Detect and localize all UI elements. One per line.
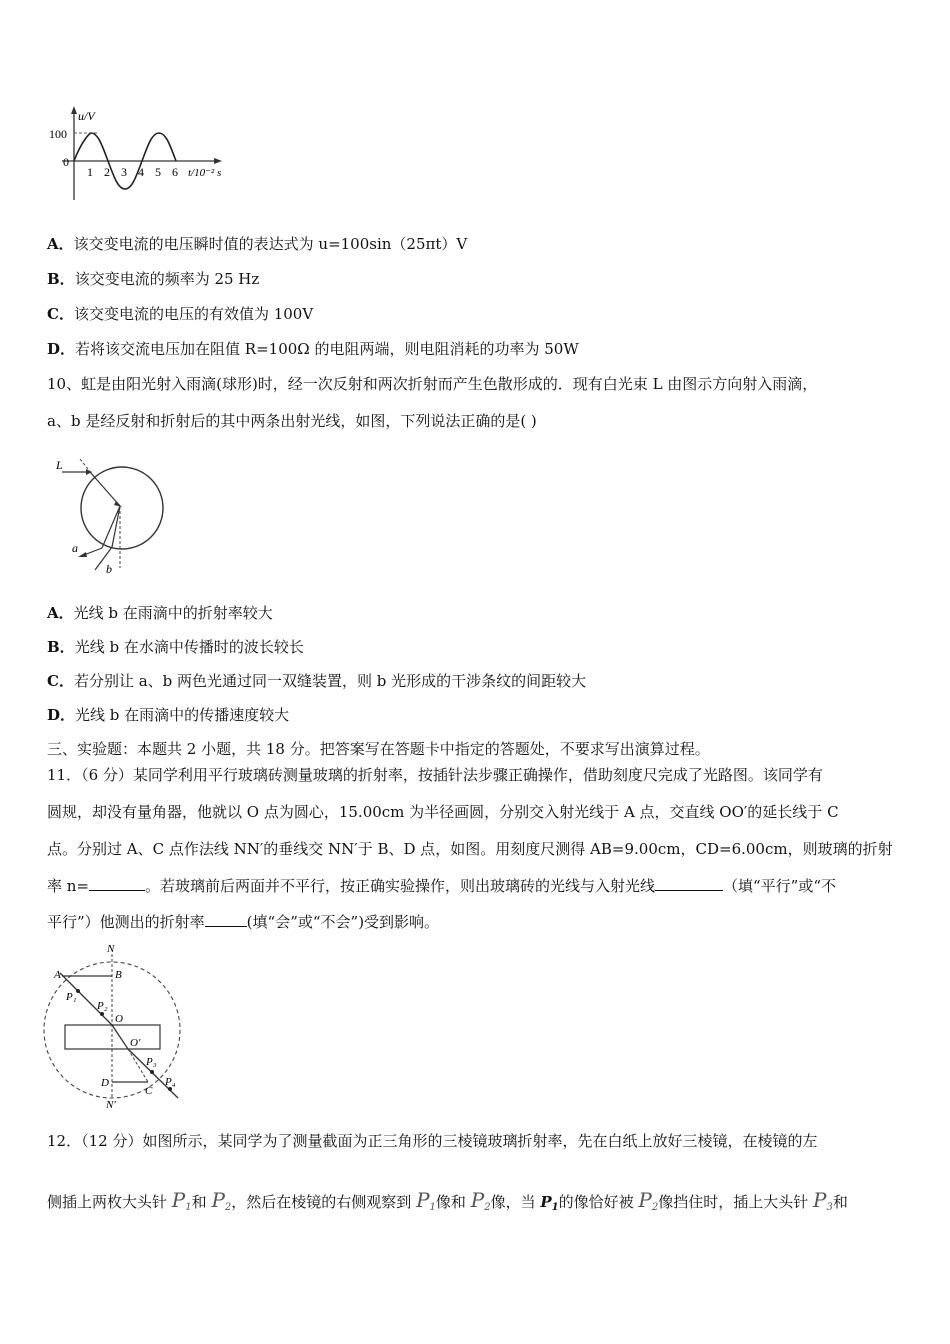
- q12-text: 侧插上两枚大头针: [47, 1193, 168, 1211]
- q12-text: 像和: [435, 1193, 466, 1211]
- q11-stem-line5: [47, 912, 439, 932]
- refract-arrow: [114, 501, 122, 507]
- option-letter: B．: [47, 638, 75, 656]
- label-N-prime: N′: [106, 1099, 116, 1110]
- x-tick-6: 6: [172, 165, 178, 179]
- label-A: A: [54, 969, 61, 981]
- q10-stem-line1: 10、虹是由阳光射入雨滴(球形)时，经一次反射和两次折射而产生色散形成的．现有白光束 L 由图示方向射入雨滴，: [47, 375, 818, 393]
- pin-symbol-p1: $P_1$: [416, 1188, 436, 1213]
- y-tick-100: 100: [49, 127, 67, 141]
- q11-text: （填“平行”或“不: [723, 877, 837, 895]
- q11-stem-line3: 点。分别过 A、C 点作法线 NN′的垂线交 NN′于 B、D 点，如图。用刻度尺测得 AB=9.00cm，CD=6.00cm，则玻璃的折射: [47, 840, 893, 858]
- ray-in-glass: [112, 1025, 128, 1049]
- option-text: 该交变电流的电压的有效值为 100V: [73, 305, 314, 323]
- pin-P2: [100, 1012, 104, 1016]
- q11-text: (填“会”或“不会”)受到影响。: [246, 913, 440, 931]
- option-text: 光线 b 在雨滴中的传播速度较大: [75, 706, 290, 724]
- pin-symbol-p1: $P_1$: [171, 1188, 192, 1213]
- option-letter: A．: [47, 604, 74, 622]
- q10-option-d: [47, 705, 289, 725]
- option-text: 若将该交流电压加在阻值 R=100Ω 的电阻两端，则电阻消耗的功率为 50W: [75, 340, 579, 358]
- option-letter: D．: [47, 706, 76, 724]
- q12-text: 像，当: [490, 1193, 536, 1211]
- q11-stem-line1: 11．（6 分）某同学利用平行玻璃砖测量玻璃的折射率，按插针法步骤正确操作，借助刻度尺完成了光路图。该同学有: [47, 766, 823, 784]
- answer-blank-parallel[interactable]: [655, 876, 723, 891]
- label-D: D: [101, 1077, 109, 1089]
- raindrop-diagram: [50, 455, 175, 580]
- pin-symbol-p1-inline: $P_1$: [540, 1193, 559, 1213]
- label-O: O: [115, 1013, 123, 1025]
- q11-text: 平行”）他测出的折射率: [47, 913, 205, 931]
- x-tick-4: 4: [138, 165, 144, 179]
- q10-stem-line2: a、b 是经反射和折射后的其中两条出射光线，如图，下列说法正确的是( ): [47, 412, 537, 430]
- y-axis-arrow: [71, 106, 77, 114]
- y-axis-label: u/V: [78, 109, 95, 123]
- x-tick-1: 1: [87, 165, 93, 179]
- glass-refraction-diagram: [40, 940, 190, 1110]
- label-P3: P₃: [146, 1056, 157, 1068]
- option-letter: C．: [47, 305, 74, 323]
- raindrop-circle: [81, 467, 163, 549]
- q10-option-c: [47, 671, 586, 691]
- answer-blank-n[interactable]: [89, 876, 145, 891]
- x-axis-label: t/10⁻² s: [188, 167, 222, 179]
- reflected-ray-b: [112, 506, 120, 547]
- exit-arrow-a: [78, 552, 87, 557]
- q11-text: 率 n=: [47, 877, 89, 895]
- q12-stem-line2: [47, 1186, 848, 1222]
- origin-label: 0: [63, 155, 69, 169]
- pin-P1: [76, 989, 80, 993]
- exit-ray-a: [84, 548, 102, 555]
- pin-symbol-p3: $P_3$: [813, 1188, 833, 1213]
- q12-text: ，然后在棱镜的右侧观察到: [231, 1193, 412, 1211]
- refracted-ray-in: [90, 472, 120, 506]
- option-letter: C．: [47, 672, 74, 690]
- label-B: B: [115, 969, 122, 981]
- option-text: 该交变电流的电压瞬时值的表达式为 u=100sin（25πt）V: [73, 235, 468, 253]
- x-axis-arrow: [214, 158, 222, 164]
- q12-text: 的像恰好被: [558, 1193, 634, 1211]
- option-text: 该交变电流的频率为 25 Hz: [74, 270, 260, 288]
- label-P1: P₁: [66, 991, 77, 1003]
- pin-symbol-p2: $P_2$: [470, 1188, 491, 1213]
- q9-option-d: [47, 339, 579, 359]
- pin-symbol-p2: $P_2$: [638, 1188, 659, 1213]
- option-text: 若分别让 a、b 两色光通过同一双缝装置，则 b 光形成的干涉条纹的间距较大: [73, 672, 587, 690]
- pin-symbol-p2: $P_2$: [211, 1188, 232, 1213]
- q11-stem-line4: [47, 876, 836, 896]
- x-tick-2: 2: [104, 165, 110, 179]
- q9-option-a: [47, 234, 467, 254]
- label-b: b: [106, 562, 112, 576]
- label-P4: P₄: [165, 1076, 176, 1088]
- q12-stem-line1: 12．（12 分）如图所示，某同学为了测量截面为正三角形的三棱镜玻璃折射率，先在白纸上放好三棱镜，在棱镜的左: [47, 1132, 818, 1150]
- option-text: 光线 b 在水滴中传播时的波长较长: [74, 638, 304, 656]
- q10-option-a: [47, 603, 273, 623]
- label-N: N: [107, 943, 115, 955]
- option-letter: D．: [47, 340, 76, 358]
- q11-stem-line2: 圆规，却没有量角器，他就以 O 点为圆心，15.00cm 为半径画圆，分别交入射光线于 A 点，交直线 OO′的延长线于 C: [47, 803, 839, 821]
- label-O-prime: O′: [130, 1037, 141, 1049]
- q10-option-b: [47, 637, 304, 657]
- voltage-time-graph: [44, 100, 244, 210]
- x-tick-5: 5: [155, 165, 161, 179]
- answer-blank-affect[interactable]: [205, 912, 247, 927]
- pin-P3: [150, 1070, 154, 1074]
- option-letter: B．: [47, 270, 75, 288]
- label-P2: P₂: [97, 1000, 108, 1012]
- label-L: L: [56, 458, 63, 472]
- option-text: 光线 b 在雨滴中的折射率较大: [73, 604, 273, 622]
- label-C: C: [145, 1085, 153, 1097]
- reflected-ray-a: [102, 506, 120, 548]
- q9-option-b: [47, 269, 259, 289]
- q12-text: 和: [832, 1193, 848, 1211]
- q12-text: 像挡住时，插上大头针: [658, 1193, 809, 1211]
- q12-text: 和: [191, 1193, 207, 1211]
- option-letter: A．: [47, 235, 74, 253]
- label-a: a: [72, 541, 78, 555]
- q11-text: 。若玻璃前后两面并不平行，按正确实验操作，则出玻璃砖的光线与入射光线: [145, 877, 656, 895]
- x-tick-3: 3: [121, 165, 127, 179]
- section3-heading: 三、实验题：本题共 2 小题，共 18 分。把答案写在答题卡中指定的答题处，不要求写出演算过程。: [47, 740, 710, 758]
- q9-option-c: [47, 304, 313, 324]
